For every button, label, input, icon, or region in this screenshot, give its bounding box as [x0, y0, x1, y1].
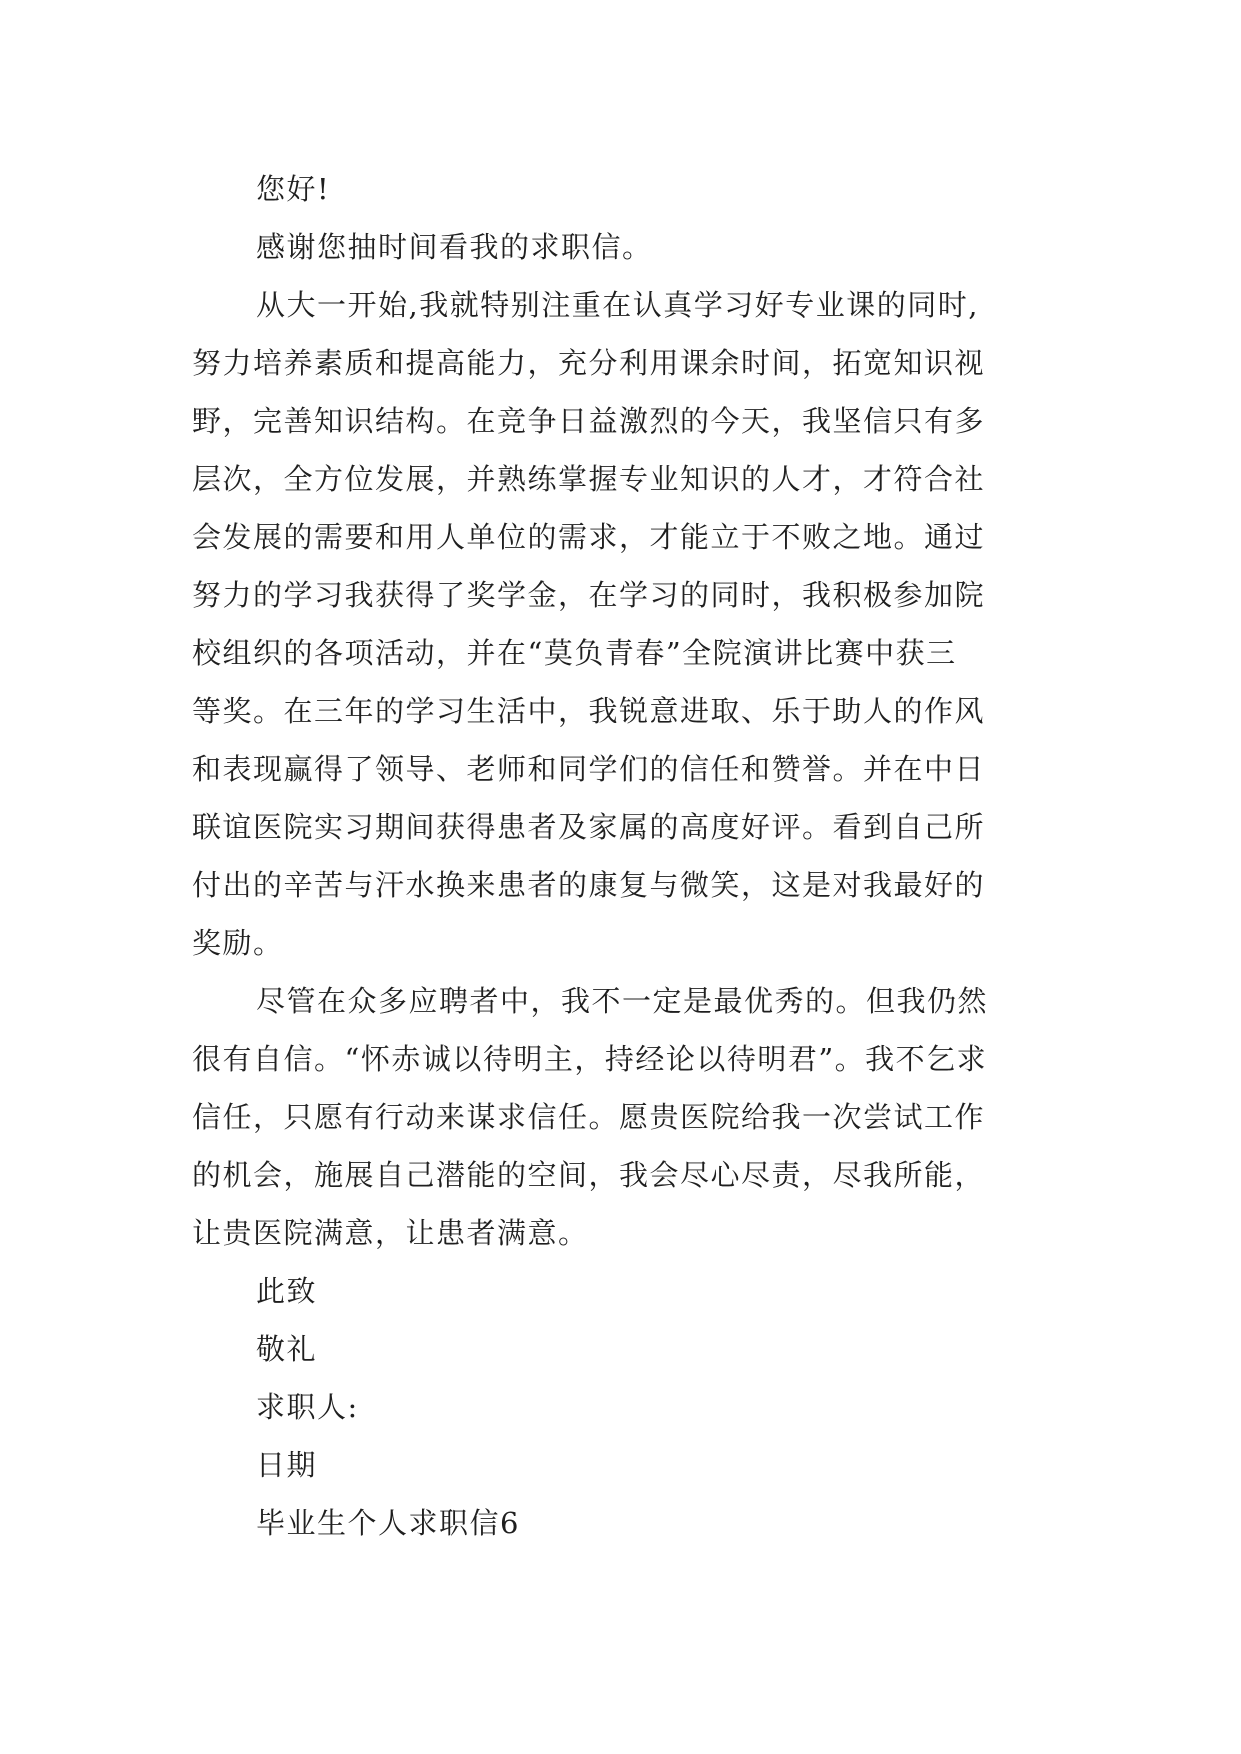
paragraph-line: 付出的辛苦与汗水换来患者的康复与微笑，这是对我最好的 — [192, 868, 986, 902]
paragraph-line: 联谊医院实习期间获得患者及家属的高度好评。看到自己所 — [192, 810, 986, 844]
paragraph-line: 野，完善知识结构。在竞争日益激烈的今天，我坚信只有多 — [192, 404, 986, 438]
paragraph-1 — [192, 276, 1062, 972]
paragraph-line: 校组织的各项活动，并在“莫负青春”全院演讲比赛中获三 — [192, 636, 957, 670]
paragraph-line: 从大一开始,我就特别注重在认真学习好专业课的同时, — [256, 288, 979, 322]
applicant-line: 求职人: — [256, 1390, 359, 1424]
paragraph-line: 信任，只愿有行动来谋求信任。愿贵医院给我一次尝试工作 — [192, 1100, 986, 1134]
paragraph-line: 奖励。 — [192, 926, 284, 960]
paragraph-line: 的机会，施展自己潜能的空间，我会尽心尽责，尽我所能， — [192, 1158, 986, 1192]
letter-body — [192, 160, 1062, 1552]
paragraph-line: 让贵医院满意，让患者满意。 — [192, 1216, 589, 1250]
paragraph-line: 努力培养素质和提高能力，充分利用课余时间，拓宽知识视 — [192, 346, 986, 380]
paragraph-line: 尽管在众多应聘者中，我不一定是最优秀的。但我仍然 — [256, 984, 989, 1018]
date-line: 日期 — [256, 1448, 318, 1482]
paragraph-line: 会发展的需要和用人单位的需求，才能立于不败之地。通过 — [192, 520, 986, 554]
paragraph-line: 层次，全方位发展，并熟练掌握专业知识的人才，才符合社 — [192, 462, 986, 496]
thanks-line: 感谢您抽时间看我的求职信。 — [256, 230, 653, 264]
greeting: 您好! — [256, 172, 331, 206]
closing-salutation: 此致 — [256, 1274, 318, 1308]
closing-regards: 敬礼 — [256, 1332, 318, 1366]
paragraph-line: 努力的学习我获得了奖学金，在学习的同时，我积极参加院 — [192, 578, 986, 612]
next-letter-title: 毕业生个人求职信6 — [256, 1506, 520, 1540]
paragraph-2 — [192, 972, 1062, 1262]
paragraph-line: 等奖。在三年的学习生活中，我锐意进取、乐于助人的作风 — [192, 694, 986, 728]
paragraph-line: 很有自信。“怀赤诚以待明主，持经论以待明君”。我不乞求 — [192, 1042, 988, 1076]
paragraph-line: 和表现赢得了领导、老师和同学们的信任和赞誉。并在中日 — [192, 752, 986, 786]
